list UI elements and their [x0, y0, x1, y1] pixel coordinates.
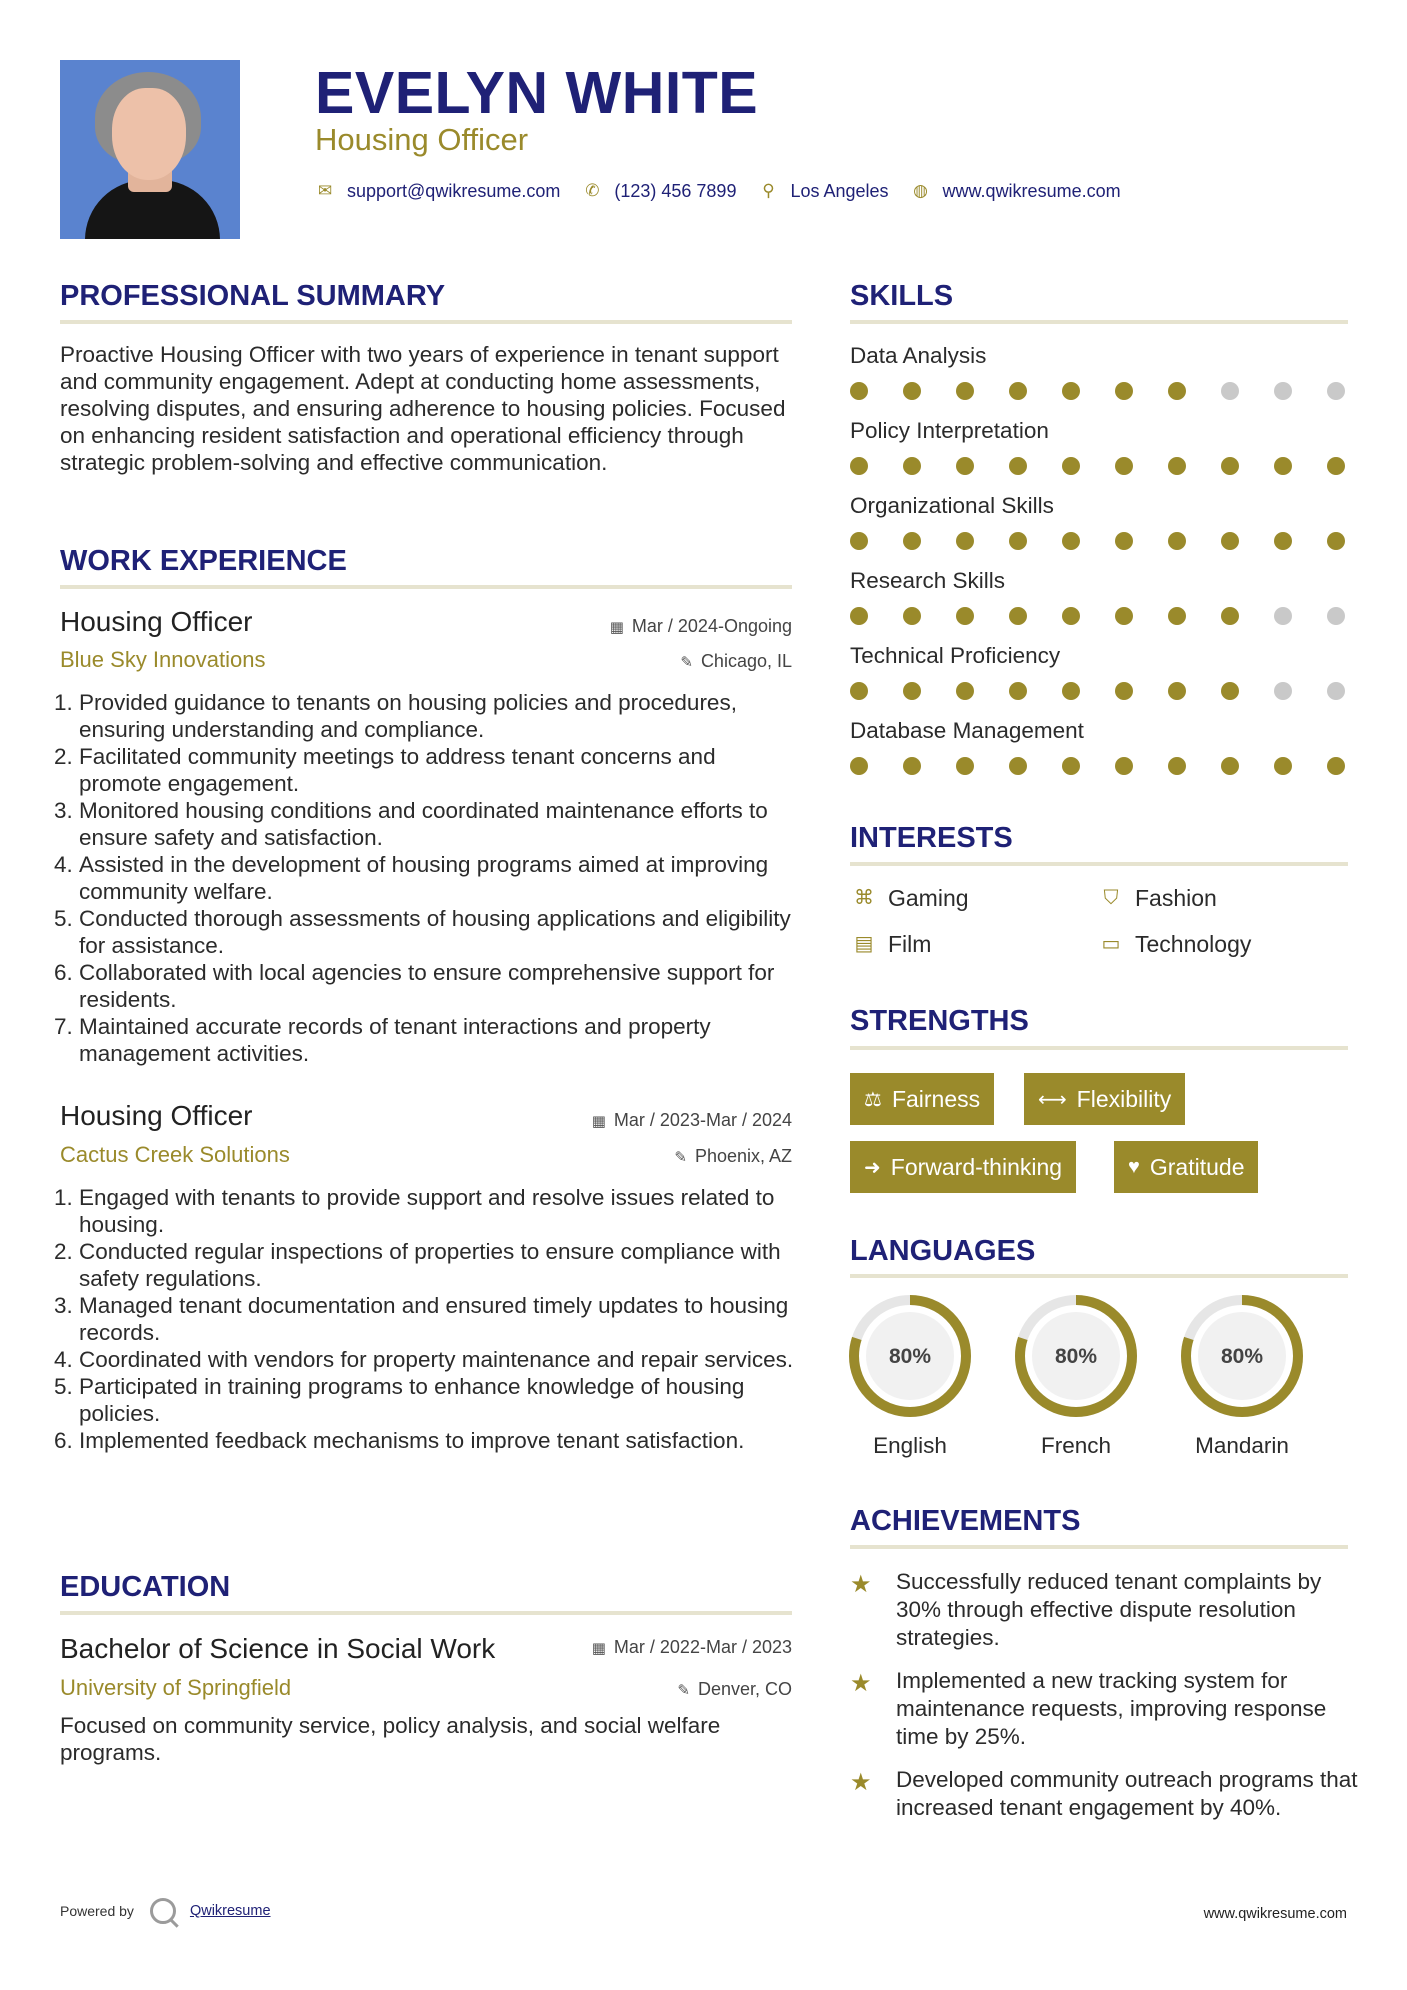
strength-label: Forward-thinking [890, 1153, 1063, 1180]
skill-rating [850, 382, 1350, 402]
skill-dot-filled [850, 757, 868, 775]
language-proficiency-ring [1180, 1294, 1304, 1418]
skill-dot-filled [850, 382, 868, 400]
pushpin-icon: ✎ [674, 1149, 687, 1166]
globe-icon: ◍ [913, 181, 928, 200]
skill-dot-filled [1062, 457, 1080, 475]
skill-name: Data Analysis [850, 343, 987, 368]
strength-badge [1024, 1073, 1185, 1125]
skill-dot-filled [1274, 532, 1292, 550]
skill-dot-filled [1115, 532, 1133, 550]
summary-divider [60, 320, 792, 324]
gamepad-icon: ⌘ [854, 887, 874, 909]
skill-dot-filled [956, 382, 974, 400]
star-icon: ★ [850, 1769, 872, 1796]
skill-dot-filled [1115, 607, 1133, 625]
skill-item [850, 492, 1350, 552]
interest-label: Technology [1135, 931, 1252, 957]
job-location-text: Phoenix, AZ [694, 1146, 792, 1166]
shopping-bag-icon: ⛉ [1103, 887, 1119, 909]
skill-dot-filled [1009, 532, 1027, 550]
skill-dot-filled [1221, 757, 1239, 775]
strength-label: Gratitude [1149, 1153, 1245, 1180]
list-item: 4. Coordinated with vendors for property maintenance and repair services. [54, 1347, 794, 1372]
education-school: University of Springfield [60, 1675, 292, 1700]
language-name: Mandarin [1195, 1433, 1289, 1458]
interest-label: Film [888, 931, 932, 957]
strengths-heading: STRENGTHS [850, 1005, 1029, 1037]
skill-name: Organizational Skills [850, 493, 1054, 518]
skill-item [850, 717, 1350, 777]
skill-dot-filled [1327, 532, 1345, 550]
job-duties-list [54, 689, 800, 1067]
skill-dot-filled [1009, 382, 1027, 400]
achievement-text: Implemented a new tracking system for maintenance requests, improving response time by 25%. [896, 1668, 1327, 1749]
job-company: Blue Sky Innovations [60, 647, 266, 672]
skill-dot-filled [903, 607, 921, 625]
job-location [674, 1144, 792, 1170]
skill-dot-filled [1168, 607, 1186, 625]
calendar-icon: ▦ [591, 1113, 606, 1130]
list-item: 3. Monitored housing conditions and coordinated maintenance efforts to ensure safety and satisfaction. [54, 798, 768, 850]
skill-rating [850, 607, 1350, 627]
arrows-horizontal-icon: ⟷ [1038, 1088, 1067, 1111]
achievement-item [850, 1568, 1360, 1652]
experience-heading: WORK EXPERIENCE [60, 545, 347, 577]
skill-dot-filled [1221, 532, 1239, 550]
list-item: 6. Collaborated with local agencies to ensure comprehensive support for residents. [54, 960, 775, 1012]
skill-dot-filled [956, 682, 974, 700]
skill-dot-filled [903, 757, 921, 775]
language-proficiency-ring [848, 1294, 972, 1418]
skill-dot-filled [956, 757, 974, 775]
skills-divider [850, 320, 1348, 324]
skill-dot-filled [1115, 682, 1133, 700]
skill-dot-filled [1168, 532, 1186, 550]
contact-location-text: Los Angeles [790, 180, 889, 201]
skill-dot-empty [1274, 607, 1292, 625]
language-item [848, 1294, 972, 1460]
strength-label: Flexibility [1076, 1085, 1172, 1112]
contact-bar [315, 178, 1143, 204]
job-location [680, 649, 792, 675]
skill-dot-filled [1168, 382, 1186, 400]
skill-dot-filled [1168, 682, 1186, 700]
skill-dot-empty [1274, 682, 1292, 700]
strength-badge [850, 1141, 1076, 1193]
skill-dot-filled [850, 532, 868, 550]
heart-icon: ♥ [1128, 1155, 1140, 1178]
skill-dot-filled [1115, 757, 1133, 775]
education-location [677, 1677, 792, 1703]
calendar-icon: ▦ [591, 1640, 606, 1657]
job-date-text: Mar / 2024-Ongoing [631, 616, 792, 636]
skill-dot-filled [1327, 757, 1345, 775]
list-item: 3. Managed tenant documentation and ensured timely updates to housing records. [54, 1293, 789, 1345]
language-percent: 80% [1054, 1345, 1098, 1368]
arrow-right-icon: ➜ [864, 1156, 881, 1179]
job-location-text: Chicago, IL [700, 651, 792, 671]
job-duties-list [54, 1184, 800, 1454]
skill-rating [850, 457, 1350, 477]
envelope-icon: ✉ [317, 181, 333, 200]
map-pin-icon: ⚲ [762, 181, 775, 200]
balance-scale-icon: ⚖ [864, 1088, 882, 1111]
skill-dot-filled [1009, 607, 1027, 625]
skill-item [850, 417, 1350, 477]
star-icon: ★ [850, 1670, 872, 1697]
profile-photo [60, 60, 240, 239]
skill-dot-filled [1221, 682, 1239, 700]
skill-dot-filled [850, 457, 868, 475]
achievements-heading: ACHIEVEMENTS [850, 1505, 1081, 1537]
contact-website-text: www.qwikresume.com [942, 180, 1121, 201]
achievement-text: Developed community outreach programs that increased tenant engagement by 40%. [896, 1767, 1358, 1820]
language-item [1180, 1294, 1304, 1460]
language-percent: 80% [1220, 1345, 1264, 1368]
skills-heading: SKILLS [850, 280, 954, 312]
job-date [610, 614, 792, 640]
list-item: 7. Maintained accurate records of tenant interactions and property management activities. [54, 1014, 711, 1066]
list-item: 6. Implemented feedback mechanisms to improve tenant satisfaction. [54, 1428, 745, 1453]
list-item: 2. Conducted regular inspections of properties to ensure compliance with safety regulations. [54, 1239, 781, 1291]
skill-dot-filled [903, 382, 921, 400]
contact-website[interactable] [911, 181, 1121, 202]
skill-dot-filled [1327, 457, 1345, 475]
strength-badge [850, 1073, 994, 1125]
contact-email-text: support@qwikresume.com [347, 180, 561, 201]
skill-dot-filled [1221, 607, 1239, 625]
skill-name: Research Skills [850, 568, 1006, 593]
skill-dot-empty [1274, 382, 1292, 400]
skill-item [850, 642, 1350, 702]
skill-dot-filled [1062, 682, 1080, 700]
skill-dot-filled [1009, 757, 1027, 775]
education-divider [60, 1611, 792, 1615]
summary-heading: PROFESSIONAL SUMMARY [60, 280, 446, 312]
language-name: French [1040, 1433, 1112, 1458]
languages-heading: LANGUAGES [850, 1235, 1036, 1267]
skill-dot-empty [1221, 382, 1239, 400]
education-degree: Bachelor of Science in Social Work [60, 1633, 496, 1664]
interests-heading: INTERESTS [850, 822, 1013, 854]
skill-name: Database Management [850, 718, 1084, 743]
skill-dot-empty [1327, 607, 1345, 625]
skill-dot-filled [903, 682, 921, 700]
pushpin-icon: ✎ [680, 654, 693, 671]
skill-dot-filled [956, 457, 974, 475]
film-icon: ▤ [854, 933, 874, 955]
list-item: 4. Assisted in the development of housing programs aimed at improving community welfare. [54, 852, 769, 904]
brand-link[interactable]: Qwikresume [189, 1903, 271, 1919]
skill-dot-filled [1062, 382, 1080, 400]
interest-item [850, 930, 931, 958]
strengths-divider [850, 1046, 1348, 1050]
skill-dot-filled [1009, 457, 1027, 475]
list-item: 1. Engaged with tenants to provide support and resolve issues related to housing. [54, 1185, 775, 1237]
contact-location [758, 181, 888, 202]
star-icon: ★ [850, 1571, 872, 1598]
contact-email[interactable] [315, 181, 560, 202]
job-title: Housing Officer [60, 1100, 253, 1131]
skill-dot-filled [1115, 457, 1133, 475]
achievement-item [850, 1766, 1360, 1822]
skill-dot-filled [1274, 457, 1292, 475]
pushpin-icon: ✎ [677, 1682, 690, 1699]
phone-icon: ✆ [585, 181, 600, 200]
skill-name: Technical Proficiency [850, 643, 1061, 668]
languages-divider [850, 1274, 1348, 1278]
footer-website-link[interactable]: www.qwikresume.com [1203, 1906, 1347, 1922]
interest-item [850, 884, 969, 912]
language-proficiency-ring [1014, 1294, 1138, 1418]
skill-dot-filled [1168, 757, 1186, 775]
job-date [592, 1108, 792, 1134]
skill-dot-filled [1274, 757, 1292, 775]
skill-dot-filled [1221, 457, 1239, 475]
achievements-divider [850, 1545, 1348, 1549]
powered-by-text: Powered by [60, 1903, 134, 1919]
skill-item [850, 567, 1350, 627]
skill-dot-empty [1327, 382, 1345, 400]
skill-dot-filled [850, 607, 868, 625]
education-location-text: Denver, CO [697, 1679, 792, 1699]
language-name: English [873, 1433, 947, 1458]
skill-dot-filled [956, 607, 974, 625]
skill-dot-filled [1062, 532, 1080, 550]
education-date [592, 1635, 792, 1661]
skill-name: Policy Interpretation [850, 418, 1049, 443]
skill-rating [850, 682, 1350, 702]
list-item: 2. Facilitated community meetings to address tenant concerns and promote engagement. [54, 744, 716, 796]
language-percent: 80% [888, 1345, 932, 1368]
skill-dot-empty [1327, 682, 1345, 700]
job-title: Housing Officer [60, 606, 253, 637]
skill-dot-filled [903, 457, 921, 475]
language-item [1014, 1294, 1138, 1460]
skill-dot-filled [1009, 682, 1027, 700]
skill-rating [850, 757, 1350, 777]
interest-label: Gaming [888, 885, 969, 911]
interest-item [1097, 930, 1251, 958]
candidate-title: Housing Officer [315, 122, 529, 157]
contact-phone-text: (123) 456 7899 [614, 180, 737, 201]
strength-badge [1114, 1141, 1258, 1193]
list-item: 1. Provided guidance to tenants on housing policies and procedures, ensuring understanding and compliance. [54, 690, 737, 742]
laptop-icon: ▭ [1101, 933, 1121, 955]
education-description: Focused on community service, policy analysis, and social welfare programs. [60, 1713, 721, 1765]
job-date-text: Mar / 2023-Mar / 2024 [613, 1110, 792, 1130]
skill-dot-filled [1062, 757, 1080, 775]
job-company: Cactus Creek Solutions [60, 1142, 290, 1167]
strength-label: Fairness [891, 1085, 981, 1112]
skill-dot-filled [850, 682, 868, 700]
skill-dot-filled [956, 532, 974, 550]
candidate-name: EVELYN WHITE [315, 60, 759, 126]
education-date-text: Mar / 2022-Mar / 2023 [613, 1637, 792, 1657]
skill-dot-filled [1115, 382, 1133, 400]
list-item: 5. Conducted thorough assessments of housing applications and eligibility for assistance. [54, 906, 791, 958]
skill-dot-filled [903, 532, 921, 550]
interest-label: Fashion [1135, 885, 1217, 911]
contact-phone[interactable] [582, 181, 736, 202]
summary-text: Proactive Housing Officer with two years of experience in tenant support and community engagement. Adept at conducting home assessments, resolving disputes, and ensuring adherence to housing policies. Focused on enhancing resident satisfaction and operational efficiency through strategic problem-solving and effective communication. [60, 342, 786, 475]
skill-rating [850, 532, 1350, 552]
interest-item [1097, 884, 1217, 912]
skill-dot-filled [1168, 457, 1186, 475]
experience-divider [60, 585, 792, 589]
skill-dot-filled [1062, 607, 1080, 625]
interests-divider [850, 862, 1348, 866]
list-item: 5. Participated in training programs to enhance knowledge of housing policies. [54, 1374, 745, 1426]
skill-item [850, 342, 1350, 402]
achievement-text: Successfully reduced tenant complaints by 30% through effective dispute resolution strategies. [896, 1569, 1322, 1650]
achievement-item [850, 1667, 1360, 1751]
qwikresume-logo-icon [150, 1898, 176, 1924]
education-heading: EDUCATION [60, 1571, 231, 1603]
calendar-icon: ▦ [609, 619, 624, 636]
footer-branding [60, 1898, 271, 1924]
